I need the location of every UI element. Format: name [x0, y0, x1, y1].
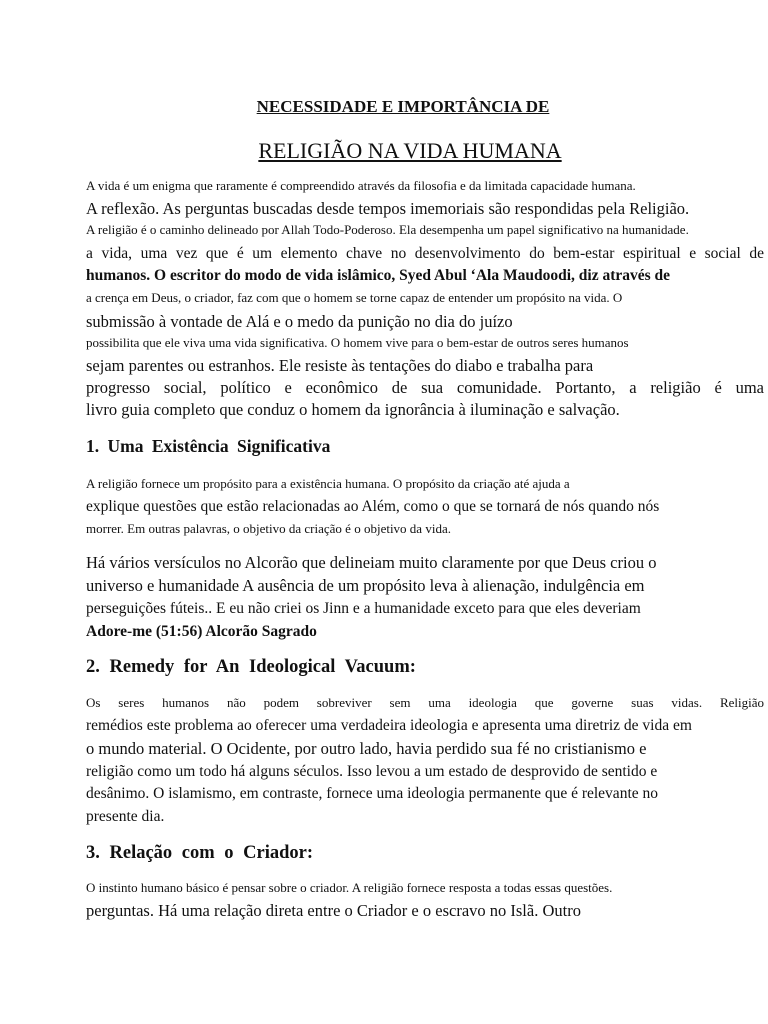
- section-1-line: A religião fornece um propósito para a existência humana. O propósito da criação até ajuda a: [86, 476, 570, 491]
- section-2-line: presente dia.: [86, 808, 165, 825]
- section-2-line: o mundo material. O Ocidente, por outro lado, havia perdido sua fé no cristianismo e: [86, 739, 647, 758]
- section-1-line: perseguições fúteis.. E eu não criei os Jinn e a humanidade exceto para que eles deveriam: [86, 600, 641, 617]
- section-1-line: Há vários versículos no Alcorão que delineiam muito claramente por que Deus criou o: [86, 553, 657, 572]
- intro-line: A reflexão. As perguntas buscadas desde tempos imemoriais são respondidas pela Religião.: [86, 199, 690, 218]
- intro-line: submissão à vontade de Alá e o medo da punição no dia do juízo: [86, 312, 513, 331]
- intro-line: a vida, uma vez que é um elemento chave no desenvolvimento do bem-estar espiritual e social de: [86, 245, 764, 262]
- section-2-line: desânimo. O islamismo, em contraste, fornece uma ideologia permanente que é relevante no: [86, 785, 659, 802]
- title-line-1: NECESSIDADE E IMPORTÂNCIA DE: [256, 97, 550, 116]
- section-2-heading: 2. Remedy for An Ideological Vacuum:: [86, 657, 416, 677]
- intro-line: humanos. O escritor do modo de vida islâmico, Syed Abul ʻAla Maudoodi, diz através de: [86, 267, 671, 284]
- intro-line: possibilita que ele viva uma vida significativa. O homem vive para o bem-estar de outros seres humanos: [86, 335, 629, 350]
- section-1-quote: Adore-me (51:56) Alcorão Sagrado: [86, 623, 317, 640]
- section-2-line: Os seres humanos não podem sobreviver sem uma ideologia que governe suas vidas. Religião: [86, 695, 764, 710]
- intro-line: livro guia completo que conduz o homem da ignorância à iluminação e salvação.: [86, 400, 620, 419]
- intro-line: A vida é um enigma que raramente é compreendido através da filosofia e da limitada capacidade humana.: [86, 178, 636, 193]
- section-3-heading: 3. Relação com o Criador:: [86, 843, 314, 863]
- section-1-line: morrer. Em outras palavras, o objetivo da criação é o objetivo da vida.: [86, 521, 451, 536]
- title-line-2: RELIGIÃO NA VIDA HUMANA: [258, 138, 562, 163]
- section-2-line: religião como um todo há alguns séculos. Isso levou a um estado de desprovido de sentido e: [86, 763, 658, 780]
- intro-line: progresso social, político e econômico de sua comunidade. Portanto, a religião é uma: [86, 378, 764, 397]
- section-3-line: perguntas. Há uma relação direta entre o Criador e o escravo no Islã. Outro: [86, 901, 581, 920]
- section-2-line: remédios este problema ao oferecer uma verdadeira ideologia e apresenta uma diretriz de vida em: [86, 717, 692, 734]
- section-1-heading: 1. Uma Existência Significativa: [86, 436, 331, 456]
- intro-line: a crença em Deus, o criador, faz com que o homem se torne capaz de entender um propósito na vida. O: [86, 290, 623, 305]
- intro-line: sejam parentes ou estranhos. Ele resiste às tentações do diabo e trabalha para: [86, 356, 594, 375]
- section-3-line: O instinto humano básico é pensar sobre o criador. A religião fornece resposta a todas essas questões.: [86, 880, 613, 895]
- section-1-line: universo e humanidade A ausência de um propósito leva à alienação, indulgência em: [86, 576, 645, 595]
- section-1-line: explique questões que estão relacionadas ao Além, como o que se tornará de nós quando nós: [86, 498, 660, 515]
- intro-line: A religião é o caminho delineado por Allah Todo-Poderoso. Ela desempenha um papel significativo na humanidade.: [86, 222, 689, 237]
